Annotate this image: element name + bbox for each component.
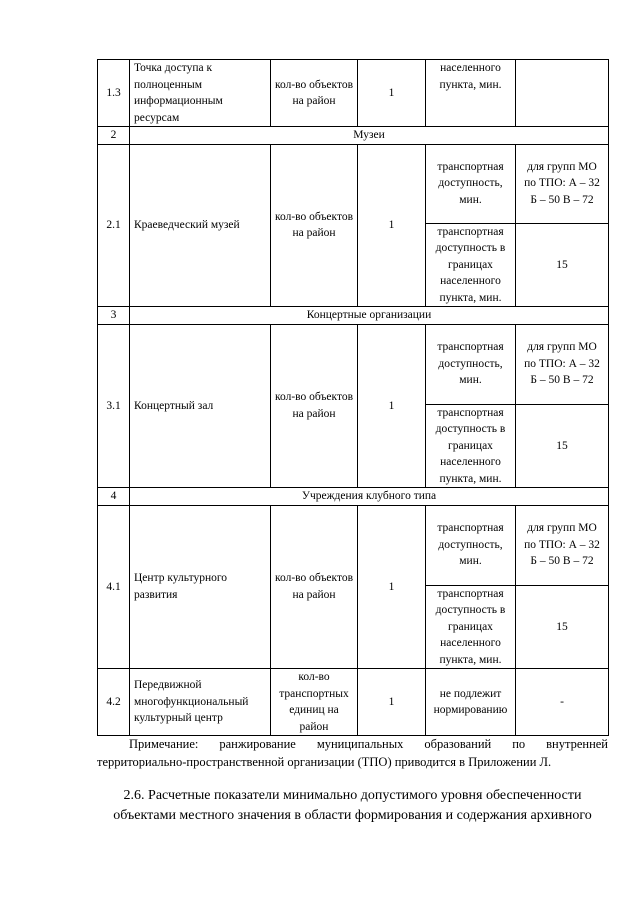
row-name xyxy=(130,60,271,127)
row-criterion-a: транспортная доступность, мин. xyxy=(426,505,516,585)
row-limit: - xyxy=(516,669,609,736)
table-row xyxy=(98,505,609,585)
row-name: Концертный зал xyxy=(130,324,271,488)
row-limit-a: для групп МО по ТПО: А – 32 Б – 50 В – 72 xyxy=(516,324,609,404)
row-criterion-a: транспортная доступность, мин. xyxy=(426,324,516,404)
row-criterion-b: транспортная доступность в границах населенного пункта, мин. xyxy=(426,223,516,307)
section-heading: 2.6. Расчетные показатели минимально допустимого уровня обеспеченности объектами местного значения в области формирования и содержания архивного xyxy=(113,788,592,823)
row-unit: кол-во объектов на район xyxy=(271,144,358,307)
row-name: Передвижной многофункциональный культурный центр xyxy=(130,669,271,736)
row-unit: кол-во транспортных единиц на район xyxy=(271,669,358,736)
section-title: Учреждения клубного типа xyxy=(130,488,609,506)
row-value: 1 xyxy=(358,669,426,736)
section-row xyxy=(98,127,609,145)
row-limit-b: 15 xyxy=(516,223,609,307)
row-limit-a: для групп МО по ТПО: А – 32 Б – 50 В – 72 xyxy=(516,144,609,223)
row-number: 2.1 xyxy=(98,144,130,307)
row-unit: кол-во объектов на район xyxy=(271,60,358,127)
table-note-line2: территориально-пространственной организации (ТПО) приводится в Приложении Л. xyxy=(97,755,552,769)
section-number: 4 xyxy=(98,488,130,506)
row-unit: кол-во объектов на район xyxy=(271,324,358,488)
row-value: 1 xyxy=(358,144,426,307)
row-name-line1: Точка доступа к xyxy=(134,62,213,74)
row-unit: кол-во объектов на район xyxy=(271,505,358,669)
section-number: 2 xyxy=(98,127,130,145)
section-title: Концертные организации xyxy=(130,307,609,325)
row-criterion: не подлежит нормированию xyxy=(426,669,516,736)
row-value: 1 xyxy=(358,60,426,127)
row-criterion-b: транспортная доступность в границах населенного пункта, мин. xyxy=(426,404,516,488)
row-number: 1.3 xyxy=(98,60,130,127)
row-limit-a: для групп МО по ТПО: А – 32 Б – 50 В – 72 xyxy=(516,505,609,585)
row-name: Центр культурного развития xyxy=(130,505,271,669)
row-name-rest: полноценным информационным ресурсам xyxy=(134,78,223,124)
row-limit-b: 15 xyxy=(516,585,609,669)
row-value: 1 xyxy=(358,324,426,488)
table-row xyxy=(98,60,609,127)
table-row xyxy=(98,669,609,736)
row-criterion-b: транспортная доступность в границах населенного пункта, мин. xyxy=(426,585,516,669)
row-limit xyxy=(516,60,609,127)
row-criterion: населенного пункта, мин. xyxy=(426,60,516,127)
section-row xyxy=(98,488,609,506)
row-value: 1 xyxy=(358,505,426,669)
norms-table xyxy=(97,59,609,736)
section-title: Музеи xyxy=(130,127,609,145)
row-limit-b: 15 xyxy=(516,404,609,488)
section-row xyxy=(98,307,609,325)
table-row xyxy=(98,144,609,223)
row-number: 4.2 xyxy=(98,669,130,736)
table-note-line1: Примечание: ранжирование муниципальных образований по внутренней xyxy=(129,737,608,751)
table-row xyxy=(98,324,609,404)
row-number: 3.1 xyxy=(98,324,130,488)
row-number: 4.1 xyxy=(98,505,130,669)
row-name: Краеведческий музей xyxy=(130,144,271,307)
section-number: 3 xyxy=(98,307,130,325)
row-criterion-a: транспортная доступность, мин. xyxy=(426,144,516,223)
